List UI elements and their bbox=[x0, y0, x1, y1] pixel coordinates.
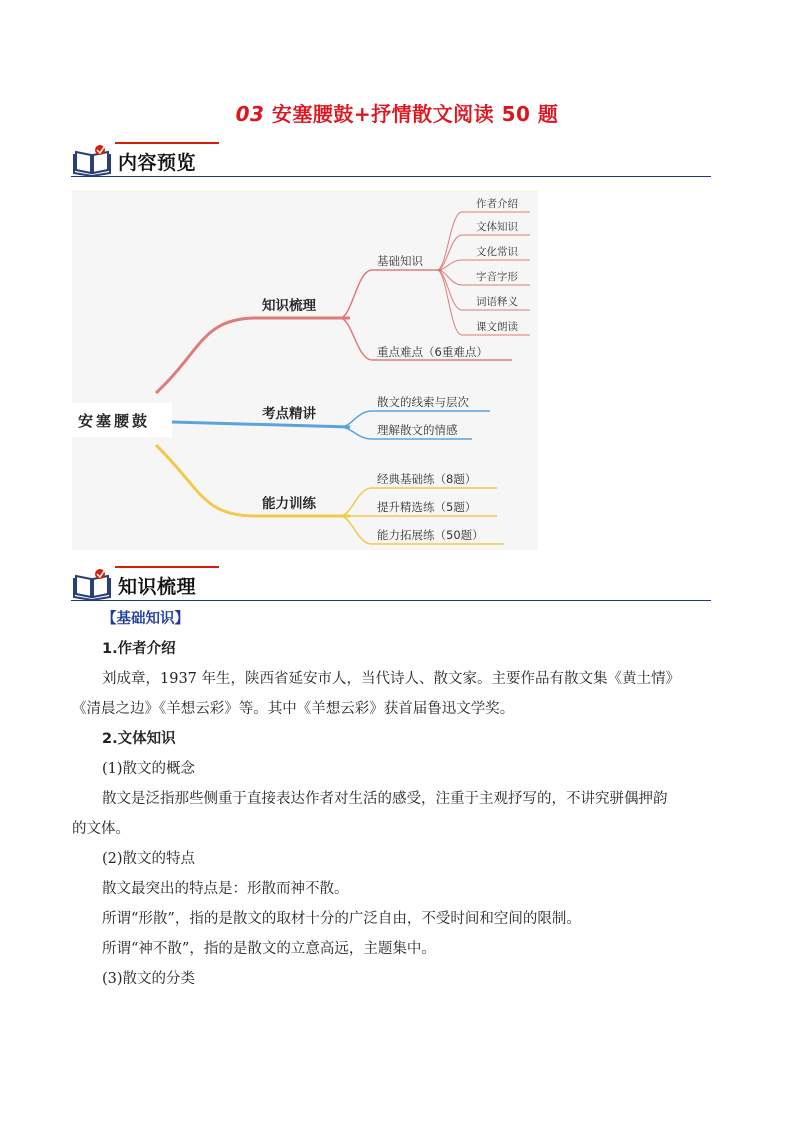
basics-leaf-2: 文体知识 bbox=[476, 221, 518, 233]
subheading-classification: (3)散文的分类 bbox=[102, 971, 196, 987]
basics-leaf-5: 词语释义 bbox=[476, 296, 518, 308]
basics-tag: 【基础知识】 bbox=[102, 611, 189, 627]
sub-basics: 基础知识 bbox=[377, 254, 423, 268]
header-accent-line bbox=[115, 566, 219, 568]
header-divider bbox=[71, 176, 711, 177]
sub-difficulties: 重点难点（6重难点） bbox=[377, 345, 488, 359]
body-content bbox=[72, 604, 724, 994]
mind-map bbox=[72, 190, 538, 550]
paragraph-author-1: 刘成章，1937 年生，陕西省延安市人，当代诗人、散文家。主要作品有散文集《黄土情》 bbox=[102, 671, 681, 687]
title-number: 03 bbox=[235, 102, 265, 126]
section-title: 内容预览 bbox=[118, 152, 197, 174]
subheading-concept: (1)散文的概念 bbox=[102, 761, 196, 777]
header-divider bbox=[71, 600, 711, 601]
section-title: 知识梳理 bbox=[118, 576, 197, 598]
branch-training: 能力训练 bbox=[262, 496, 316, 512]
section-header-preview bbox=[71, 142, 711, 178]
title-text: 安塞腰鼓+抒情散文阅读 50 题 bbox=[271, 102, 559, 126]
paragraph-spirit-focused: 所谓“神不散”，指的是散文的立意高远，主题集中。 bbox=[102, 941, 436, 957]
basics-leaf-3: 文化常识 bbox=[476, 246, 518, 258]
header-accent-line bbox=[115, 142, 219, 144]
paragraph-concept-2: 的文体。 bbox=[72, 821, 130, 837]
section-header-knowledge bbox=[71, 566, 711, 602]
paragraph-form-scattered: 所谓“形散”，指的是散文的取材十分的广泛自由，不受时间和空间的限制。 bbox=[102, 911, 581, 927]
train-leaf-2: 提升精选练（5题） bbox=[377, 500, 477, 514]
paragraph-author-2: 《清晨之边》《羊想云彩》等。其中《羊想云彩》获首届鲁迅文学奖。 bbox=[72, 701, 515, 717]
basics-leaf-1: 作者介绍 bbox=[476, 198, 518, 210]
heading-genre: 2.文体知识 bbox=[102, 731, 176, 747]
paragraph-concept-1: 散文是泛指那些侧重于直接表达作者对生活的感受，注重于主观抒写的，不讲究骈偶押韵 bbox=[102, 791, 668, 807]
book-icon bbox=[73, 568, 111, 600]
heading-author: 1.作者介绍 bbox=[102, 641, 176, 657]
paragraph-features: 散文最突出的特点是：形散而神不散。 bbox=[102, 881, 349, 897]
exam-leaf-1: 散文的线索与层次 bbox=[377, 395, 469, 409]
subheading-features: (2)散文的特点 bbox=[102, 851, 196, 867]
branch-knowledge: 知识梳理 bbox=[262, 298, 316, 314]
basics-leaf-4: 字音字形 bbox=[476, 271, 518, 283]
train-leaf-3: 能力拓展练（50题） bbox=[377, 528, 484, 542]
book-icon bbox=[73, 144, 111, 176]
train-leaf-1: 经典基础练（8题） bbox=[377, 472, 477, 486]
root-node: 安塞腰鼓 bbox=[78, 412, 151, 430]
document-title bbox=[0, 98, 794, 127]
basics-leaf-6: 课文朗读 bbox=[476, 321, 518, 333]
exam-leaf-2: 理解散文的情感 bbox=[377, 423, 458, 437]
branch-exam: 考点精讲 bbox=[262, 406, 316, 422]
